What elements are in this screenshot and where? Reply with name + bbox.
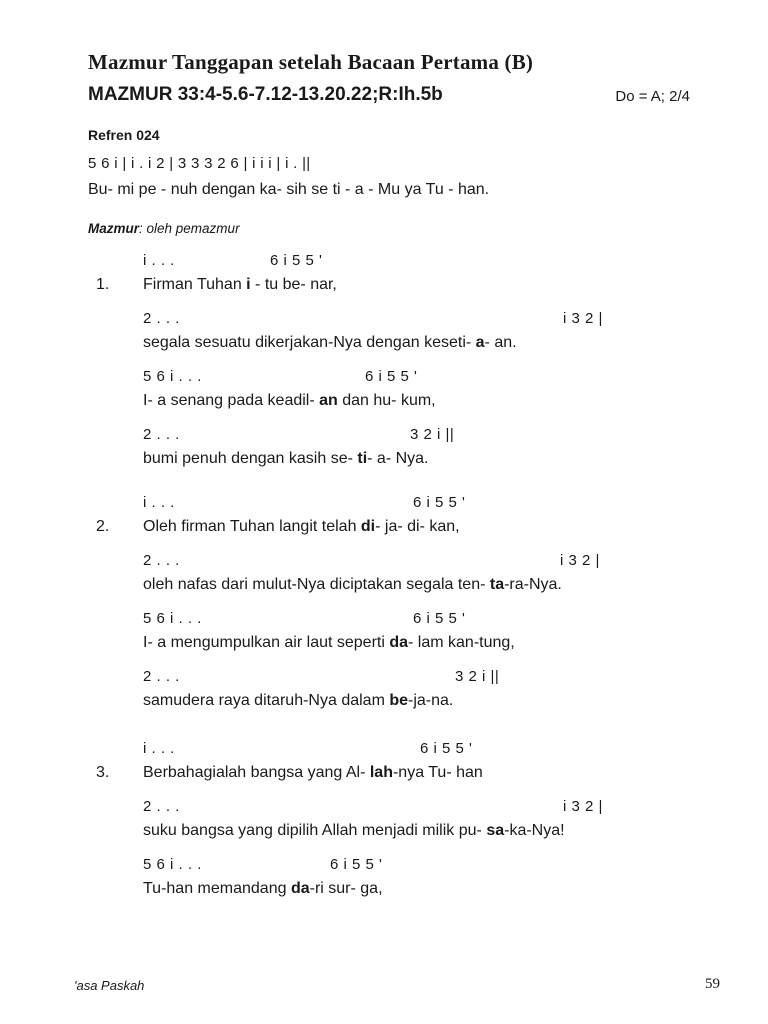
verse-lyric-line bbox=[143, 822, 565, 840]
verse-lyric-line bbox=[143, 576, 562, 594]
lyric-text: Tu-han memandang bbox=[143, 880, 291, 897]
verse-lyric-line bbox=[143, 334, 517, 352]
lyric-text: - an. bbox=[484, 334, 517, 351]
verse-notes-left: i . . . bbox=[143, 740, 175, 757]
verse-lyric-line bbox=[143, 450, 429, 468]
lyric-text: -ra-Nya. bbox=[504, 576, 562, 593]
lyric-emphasis: a bbox=[475, 334, 485, 351]
verse-lyric-line bbox=[143, 276, 337, 294]
verse-notes-right: 6 i 5 5 ' bbox=[413, 494, 466, 511]
lyric-text: Oleh firman Tuhan langit telah bbox=[143, 518, 361, 535]
lyric-text: - lam kan-tung, bbox=[408, 634, 515, 651]
verse-notes-left: 2 . . . bbox=[143, 426, 180, 443]
lyric-text: suku bangsa yang dipilih Allah menjadi milik pu- bbox=[143, 822, 487, 839]
verse-lyric-line bbox=[143, 634, 515, 652]
psalm-intro-label bbox=[88, 221, 240, 236]
lyric-text: -nya Tu- han bbox=[392, 764, 483, 781]
verse-lyric-line bbox=[143, 518, 460, 536]
verse-notes-left: 2 . . . bbox=[143, 668, 180, 685]
lyric-text: - ja- di- kan, bbox=[375, 518, 460, 535]
lyric-text: I- a senang pada keadil- bbox=[143, 392, 320, 409]
lyric-text: -ja-na. bbox=[408, 692, 454, 709]
lyric-emphasis: i bbox=[246, 276, 251, 293]
psalm-intro-bold: Mazmur bbox=[88, 221, 140, 236]
key-signature: Do = A; 2/4 bbox=[615, 88, 690, 105]
verse-notes-left: 5 6 i . . . bbox=[143, 610, 202, 627]
verse-notes-right: i 3 2 | bbox=[563, 310, 603, 327]
lyric-emphasis: ti bbox=[357, 450, 368, 467]
verse-lyric-line bbox=[143, 392, 436, 410]
lyric-text: bumi penuh dengan kasih se- bbox=[143, 450, 358, 467]
lyric-text: Berbahagialah bangsa yang Al- bbox=[143, 764, 370, 781]
psalm-reference: MAZMUR 33:4-5.6-7.12-13.20.22;R:Ih.5b bbox=[88, 84, 443, 105]
page-number: 59 bbox=[705, 976, 720, 992]
verse-notes-right: i 3 2 | bbox=[563, 798, 603, 815]
verse-notes-right: i 3 2 | bbox=[560, 552, 600, 569]
verse-notes-left: 5 6 i . . . bbox=[143, 368, 202, 385]
psalm-intro-rest: : oleh pemazmur bbox=[139, 221, 240, 236]
lyric-text: I- a mengumpulkan air laut seperti bbox=[143, 634, 390, 651]
verse-notes-left: i . . . bbox=[143, 494, 175, 511]
verse-lyric-line bbox=[143, 880, 383, 898]
refrain-label: Refren 024 bbox=[88, 127, 160, 143]
lyric-emphasis: be bbox=[389, 692, 409, 709]
verse-number: 2. bbox=[96, 518, 110, 535]
verse-notes-left: 2 . . . bbox=[143, 310, 180, 327]
verse-lyric-line bbox=[143, 692, 453, 710]
lyric-text: segala sesuatu dikerjakan-Nya dengan keseti- bbox=[143, 334, 476, 351]
verse-notes-right: 3 2 i || bbox=[455, 668, 500, 685]
refrain-lyric: Bu- mi pe - nuh dengan ka- sih se ti - a - Mu ya Tu - han. bbox=[88, 181, 490, 198]
verse-notes-left: i . . . bbox=[143, 252, 175, 269]
verse-notes-right: 6 i 5 5 ' bbox=[365, 368, 418, 385]
lyric-emphasis: ta bbox=[489, 576, 505, 593]
lyric-text: -ri sur- ga, bbox=[309, 880, 383, 897]
verse-number: 3. bbox=[96, 764, 110, 781]
verse-notes-left: 2 . . . bbox=[143, 552, 180, 569]
lyric-emphasis: da bbox=[389, 634, 409, 651]
verse-notes-left: 5 6 i . . . bbox=[143, 856, 202, 873]
lyric-emphasis: di bbox=[360, 518, 376, 535]
lyric-text: oleh nafas dari mulut-Nya diciptakan segala ten- bbox=[143, 576, 490, 593]
lyric-text: -ka-Nya! bbox=[504, 822, 565, 839]
lyric-emphasis: da bbox=[290, 880, 310, 897]
lyric-text: - tu be- nar, bbox=[250, 276, 337, 293]
lyric-emphasis: lah bbox=[369, 764, 393, 781]
footer-season: 'asa Paskah bbox=[74, 978, 145, 993]
verse-lyric-line bbox=[143, 764, 483, 782]
lyric-emphasis: sa bbox=[486, 822, 505, 839]
verse-notes-right: 6 i 5 5 ' bbox=[413, 610, 466, 627]
lyric-emphasis: an bbox=[319, 392, 338, 409]
verse-notes-right: 3 2 i || bbox=[410, 426, 455, 443]
lyric-text: - a- Nya. bbox=[367, 450, 429, 467]
lyric-text: dan hu- kum, bbox=[337, 392, 436, 409]
refrain-notes: 5 6 i | i . i 2 | 3 3 3 2 6 | i i i | i . || bbox=[88, 155, 311, 172]
lyric-text: samudera raya ditaruh-Nya dalam bbox=[143, 692, 390, 709]
page-title: Mazmur Tanggapan setelah Bacaan Pertama (B) bbox=[88, 50, 534, 74]
verse-number: 1. bbox=[96, 276, 110, 293]
verse-notes-left: 2 . . . bbox=[143, 798, 180, 815]
verse-notes-right: 6 i 5 5 ' bbox=[270, 252, 323, 269]
verse-notes-right: 6 i 5 5 ' bbox=[330, 856, 383, 873]
lyric-text: Firman Tuhan bbox=[143, 276, 247, 293]
verse-notes-right: 6 i 5 5 ' bbox=[420, 740, 473, 757]
